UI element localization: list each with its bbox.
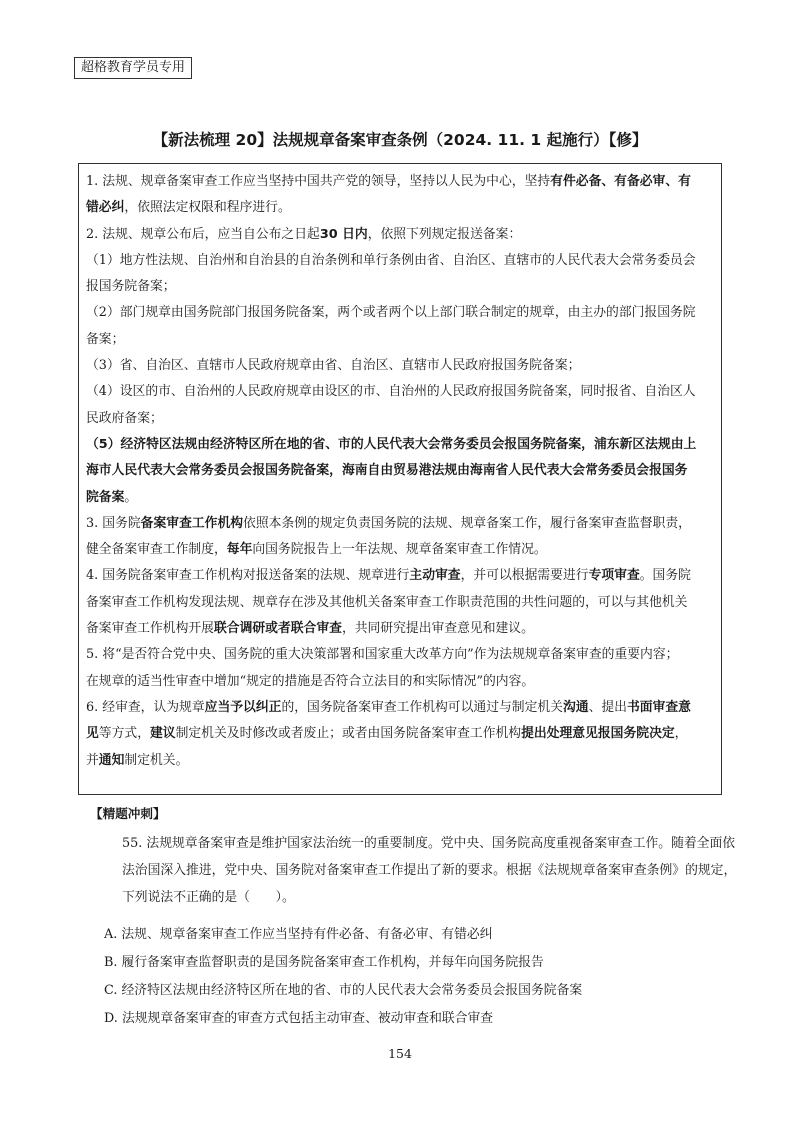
text-segment: 民政府备案； bbox=[86, 410, 163, 426]
box-line bbox=[86, 195, 715, 221]
text-segment: 健全备案审查工作制度， bbox=[86, 542, 227, 558]
bold-segment: 专项审查 bbox=[588, 568, 640, 584]
box-line bbox=[86, 721, 715, 747]
box-line bbox=[86, 485, 715, 511]
box-line bbox=[86, 537, 715, 563]
bold-segment: 提出处理意见报国务院决定 bbox=[521, 726, 675, 742]
text-segment: 在规章的适当性审查中增加“规定的措施是否符合立法目的和实际情况”的内容。 bbox=[86, 673, 535, 689]
page-number: 154 bbox=[388, 1046, 412, 1061]
text-segment: （2）部门规章由国务院部门报国务院备案，两个或者两个以上部门联合制定的规章，由主办的部门报国务院 bbox=[86, 305, 696, 321]
box-line bbox=[86, 379, 715, 405]
practice-label: 【精题冲刺】 bbox=[90, 806, 166, 821]
bold-segment: 书面审查意 bbox=[626, 699, 691, 715]
text-segment: 备案审查工作机构开展 bbox=[86, 621, 214, 637]
text-segment: 的，国务院备案审查工作机构可以通过与制定机关 bbox=[281, 699, 563, 715]
box-line bbox=[86, 748, 715, 774]
bold-segment: 有件必备、有备必审、有 bbox=[550, 174, 691, 189]
text-segment: 报国务院备案； bbox=[86, 279, 176, 295]
bold-segment: 备案审查工作机构 bbox=[140, 515, 244, 531]
text-segment: 3. 国务院 bbox=[86, 515, 141, 531]
box-line bbox=[86, 616, 715, 642]
option-d: D. 法规规章备案审查的审查方式包括主动审查、被动审查和联合审查 bbox=[104, 1011, 494, 1026]
box-line bbox=[86, 274, 715, 300]
bold-segment: 错必纠 bbox=[86, 200, 125, 216]
box-line bbox=[86, 169, 715, 195]
box-line bbox=[86, 563, 715, 589]
text-segment: 2. 法规、规章公布后，应当自公布之日起 bbox=[86, 226, 320, 242]
bold-segment: 沟通 bbox=[562, 699, 589, 715]
text-segment: 备案； bbox=[86, 331, 125, 347]
box-line bbox=[86, 222, 715, 248]
text-segment: 制定机关。 bbox=[124, 752, 189, 768]
text-segment: （4）设区的市、自治州的人民政府规章由设区的市、自治州的人民政府报国务院备案，同时报省、自治区人 bbox=[86, 384, 696, 400]
box-line bbox=[86, 248, 715, 274]
bold-segment: 通知 bbox=[98, 752, 125, 768]
bold-segment: 30 日内 bbox=[319, 226, 368, 242]
box-line bbox=[86, 695, 715, 721]
box-line bbox=[86, 406, 715, 432]
box-line bbox=[86, 300, 715, 326]
text-segment: 备案审查工作机构发现法规、规章存在涉及其他机关备案审查工作职责范围的共性问题的，可以与其他机关 bbox=[86, 594, 688, 610]
text-segment: 4. 国务院备案审查工作机构对报送备案的法规、规章进行 bbox=[86, 568, 410, 584]
box-line bbox=[86, 642, 715, 668]
text-segment: 1. 法规、规章备案审查工作应当坚持中国共产党的领导，坚持以人民为中心，坚持 bbox=[86, 174, 551, 189]
bold-segment: 主动审查 bbox=[409, 568, 461, 584]
text-segment: 等方式， bbox=[98, 726, 150, 742]
text-segment: ，并可以根据需要进行 bbox=[460, 568, 589, 584]
bold-segment: 见 bbox=[86, 726, 99, 742]
box-line bbox=[86, 511, 715, 537]
option-a: A. 法规、规章备案审查工作应当坚持有件必备、有备必审、有错必纠 bbox=[104, 927, 493, 942]
text-segment: ，依照法定权限和程序进行。 bbox=[124, 200, 291, 216]
text-segment: 。 bbox=[124, 489, 138, 505]
text-segment: 制定机关及时修改或者废止；或者由国务院备案审查工作机构 bbox=[175, 726, 522, 742]
option-b: B. 履行备案审查监督职责的是国务院备案审查工作机构，并每年向国务院报告 bbox=[104, 955, 544, 970]
watermark-tag: 超格教育学员专用 bbox=[74, 57, 192, 79]
text-segment: 依照本条例的规定负责国务院的法规、规章备案工作，履行备案审查监督职责， bbox=[243, 515, 691, 531]
box-line bbox=[86, 327, 715, 353]
bold-segment: 联合调研或者联合审查 bbox=[213, 621, 342, 637]
text-segment: ，共同研究提出审查意见和建议。 bbox=[341, 621, 534, 637]
bold-segment: （5）经济特区法规由经济特区所在地的省、市的人民代表大会常务委员会报国务院备案，浦东新区法规由上 bbox=[86, 436, 697, 452]
text-segment: （3）省、自治区、直辖市人民政府规章由省、自治区、直辖市人民政府报国务院备案； bbox=[86, 358, 581, 374]
box-line bbox=[86, 432, 715, 458]
option-c: C. 经济特区法规由经济特区所在地的省、市的人民代表大会常务委员会报国务院备案 bbox=[104, 983, 583, 998]
bold-segment: 院备案 bbox=[86, 489, 125, 505]
text-segment: 。国务院 bbox=[639, 568, 691, 584]
bold-segment: 每年 bbox=[226, 542, 253, 558]
text-segment: 向国务院报告上一年法规、规章备案审查工作情况。 bbox=[252, 542, 547, 558]
bold-segment: 建议 bbox=[149, 726, 176, 742]
box-line bbox=[86, 353, 715, 379]
text-segment: 6. 经审查，认为规章 bbox=[86, 699, 205, 715]
page-title: 【新法梳理 20】法规规章备案审查条例（2024. 11. 1 起施行）【修】 bbox=[152, 131, 648, 149]
bold-segment: 应当予以纠正 bbox=[204, 699, 282, 715]
box-line bbox=[86, 669, 715, 695]
text-segment: 、提出 bbox=[588, 699, 627, 715]
text-segment: 并 bbox=[86, 752, 99, 768]
text-segment: ， bbox=[674, 726, 688, 742]
summary-box bbox=[78, 163, 722, 795]
text-segment: ，依照下列规定报送备案： bbox=[367, 226, 522, 242]
text-segment: 5. 将“是否符合党中央、国务院的重大决策部署和国家重大改革方向”作为法规规章备案审查的重要内容； bbox=[86, 647, 679, 663]
text-segment: （1）地方性法规、自治州和自治县的自治条例和单行条例由省、自治区、直辖市的人民代表大会常务委员会 bbox=[86, 252, 696, 268]
question-text: 55. 法规规章备案审查是维护国家法治统一的重要制度。党中央、国务院高度重视备案审查工作。随着全面依法治国深入推进，党中央、国务院对备案审查工作提出了新的要求。根据《法规规章备案审查条例》的规定，下列说法不正确的是（ ）。 bbox=[122, 836, 737, 905]
box-line bbox=[86, 458, 715, 484]
summary-box-content bbox=[86, 169, 715, 774]
box-line bbox=[86, 590, 715, 616]
bold-segment: 海市人民代表大会常务委员会报国务院备案，海南自由贸易港法规由海南省人民代表大会常务委员会报国务 bbox=[86, 463, 688, 479]
